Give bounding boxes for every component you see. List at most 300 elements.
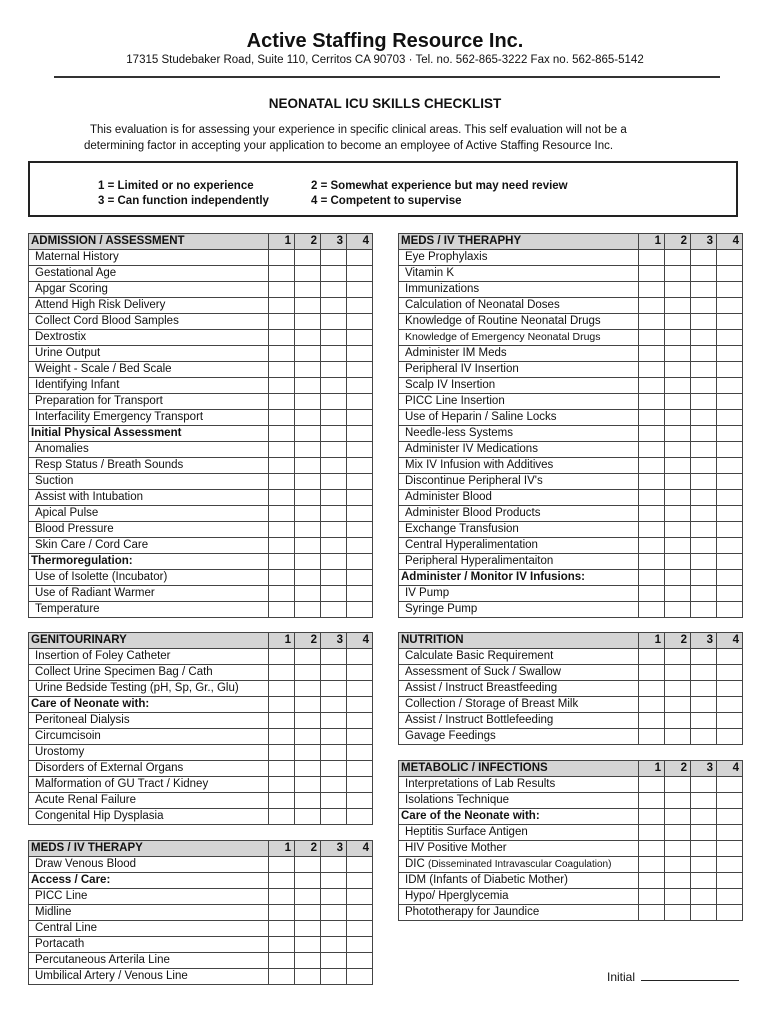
rating-cell-1[interactable] (639, 665, 665, 681)
rating-cell-2[interactable] (665, 314, 691, 330)
rating-cell-3[interactable] (691, 330, 717, 346)
rating-cell-1[interactable] (269, 729, 295, 745)
rating-cell-3[interactable] (691, 298, 717, 314)
rating-cell-4[interactable] (347, 937, 373, 953)
rating-cell-2[interactable] (665, 490, 691, 506)
rating-cell-3[interactable] (691, 729, 717, 745)
rating-cell-1[interactable] (269, 745, 295, 761)
rating-cell-2[interactable] (295, 905, 321, 921)
rating-cell-1[interactable] (639, 410, 665, 426)
rating-cell-4[interactable] (347, 250, 373, 266)
rating-cell-3[interactable] (321, 729, 347, 745)
rating-cell-4[interactable] (347, 314, 373, 330)
rating-cell-4[interactable] (717, 346, 743, 362)
rating-cell-4[interactable] (717, 841, 743, 857)
rating-cell-4[interactable] (347, 378, 373, 394)
rating-cell-2[interactable] (665, 905, 691, 921)
rating-cell-1[interactable] (269, 330, 295, 346)
rating-cell-2[interactable] (295, 250, 321, 266)
rating-cell-2[interactable] (665, 250, 691, 266)
rating-cell-1[interactable] (269, 474, 295, 490)
rating-cell-4[interactable] (347, 410, 373, 426)
rating-cell-4[interactable] (347, 394, 373, 410)
rating-cell-4[interactable] (347, 745, 373, 761)
rating-cell-4[interactable] (347, 474, 373, 490)
rating-cell-3[interactable] (691, 458, 717, 474)
rating-cell-3[interactable] (321, 570, 347, 586)
rating-cell-4[interactable] (717, 777, 743, 793)
rating-cell-3[interactable] (321, 474, 347, 490)
rating-cell-4[interactable] (347, 538, 373, 554)
rating-cell-3[interactable] (691, 665, 717, 681)
rating-cell-1[interactable] (639, 362, 665, 378)
rating-cell-1[interactable] (639, 905, 665, 921)
rating-cell-1[interactable] (269, 522, 295, 538)
rating-cell-2[interactable] (665, 841, 691, 857)
rating-cell-3[interactable] (321, 378, 347, 394)
rating-cell-3[interactable] (691, 713, 717, 729)
rating-cell-4[interactable] (347, 298, 373, 314)
rating-cell-3[interactable] (691, 602, 717, 618)
rating-cell-1[interactable] (269, 442, 295, 458)
rating-cell-2[interactable] (295, 953, 321, 969)
rating-cell-4[interactable] (347, 282, 373, 298)
rating-cell-3[interactable] (321, 330, 347, 346)
rating-cell-1[interactable] (639, 825, 665, 841)
rating-cell-1[interactable] (269, 394, 295, 410)
rating-cell-1[interactable] (269, 298, 295, 314)
rating-cell-3[interactable] (691, 649, 717, 665)
rating-cell-4[interactable] (717, 697, 743, 713)
rating-cell-4[interactable] (347, 649, 373, 665)
rating-cell-4[interactable] (717, 889, 743, 905)
rating-cell-3[interactable] (321, 777, 347, 793)
rating-cell-2[interactable] (665, 298, 691, 314)
rating-cell-4[interactable] (347, 522, 373, 538)
rating-cell-1[interactable] (269, 921, 295, 937)
rating-cell-3[interactable] (321, 314, 347, 330)
rating-cell-4[interactable] (347, 458, 373, 474)
rating-cell-1[interactable] (639, 841, 665, 857)
rating-cell-4[interactable] (717, 474, 743, 490)
rating-cell-3[interactable] (321, 586, 347, 602)
rating-cell-3[interactable] (321, 649, 347, 665)
rating-cell-2[interactable] (665, 522, 691, 538)
rating-cell-3[interactable] (691, 889, 717, 905)
rating-cell-2[interactable] (295, 649, 321, 665)
rating-cell-3[interactable] (321, 506, 347, 522)
rating-cell-1[interactable] (269, 458, 295, 474)
rating-cell-2[interactable] (295, 745, 321, 761)
rating-cell-2[interactable] (295, 314, 321, 330)
rating-cell-2[interactable] (665, 474, 691, 490)
rating-cell-2[interactable] (665, 394, 691, 410)
rating-cell-4[interactable] (347, 905, 373, 921)
rating-cell-4[interactable] (717, 522, 743, 538)
rating-cell-2[interactable] (665, 649, 691, 665)
rating-cell-4[interactable] (717, 681, 743, 697)
rating-cell-2[interactable] (665, 665, 691, 681)
rating-cell-1[interactable] (269, 362, 295, 378)
rating-cell-2[interactable] (295, 282, 321, 298)
rating-cell-2[interactable] (295, 570, 321, 586)
rating-cell-2[interactable] (295, 474, 321, 490)
rating-cell-2[interactable] (295, 410, 321, 426)
rating-cell-1[interactable] (269, 410, 295, 426)
rating-cell-3[interactable] (321, 745, 347, 761)
rating-cell-2[interactable] (295, 793, 321, 809)
rating-cell-1[interactable] (269, 969, 295, 985)
rating-cell-3[interactable] (321, 793, 347, 809)
rating-cell-4[interactable] (717, 378, 743, 394)
rating-cell-3[interactable] (691, 426, 717, 442)
rating-cell-1[interactable] (269, 937, 295, 953)
rating-cell-3[interactable] (321, 953, 347, 969)
rating-cell-2[interactable] (295, 713, 321, 729)
rating-cell-3[interactable] (691, 554, 717, 570)
rating-cell-2[interactable] (295, 761, 321, 777)
rating-cell-4[interactable] (347, 570, 373, 586)
rating-cell-4[interactable] (347, 921, 373, 937)
rating-cell-4[interactable] (347, 681, 373, 697)
rating-cell-1[interactable] (269, 953, 295, 969)
rating-cell-1[interactable] (639, 729, 665, 745)
rating-cell-1[interactable] (269, 346, 295, 362)
rating-cell-4[interactable] (717, 282, 743, 298)
rating-cell-3[interactable] (321, 889, 347, 905)
rating-cell-4[interactable] (717, 857, 743, 873)
rating-cell-3[interactable] (321, 250, 347, 266)
rating-cell-3[interactable] (691, 362, 717, 378)
rating-cell-4[interactable] (717, 793, 743, 809)
rating-cell-2[interactable] (665, 681, 691, 697)
rating-cell-3[interactable] (691, 346, 717, 362)
rating-cell-1[interactable] (269, 857, 295, 873)
rating-cell-4[interactable] (717, 490, 743, 506)
rating-cell-2[interactable] (665, 442, 691, 458)
rating-cell-2[interactable] (295, 298, 321, 314)
rating-cell-4[interactable] (717, 602, 743, 618)
rating-cell-2[interactable] (295, 538, 321, 554)
rating-cell-2[interactable] (665, 426, 691, 442)
rating-cell-4[interactable] (347, 490, 373, 506)
rating-cell-3[interactable] (691, 474, 717, 490)
rating-cell-1[interactable] (639, 506, 665, 522)
rating-cell-2[interactable] (665, 697, 691, 713)
rating-cell-4[interactable] (717, 506, 743, 522)
rating-cell-3[interactable] (321, 266, 347, 282)
rating-cell-4[interactable] (717, 314, 743, 330)
rating-cell-1[interactable] (639, 314, 665, 330)
rating-cell-2[interactable] (295, 266, 321, 282)
rating-cell-1[interactable] (269, 378, 295, 394)
rating-cell-2[interactable] (665, 777, 691, 793)
rating-cell-3[interactable] (691, 841, 717, 857)
rating-cell-3[interactable] (321, 602, 347, 618)
rating-cell-3[interactable] (691, 793, 717, 809)
rating-cell-4[interactable] (347, 809, 373, 825)
rating-cell-4[interactable] (717, 426, 743, 442)
rating-cell-4[interactable] (347, 857, 373, 873)
rating-cell-2[interactable] (295, 937, 321, 953)
rating-cell-2[interactable] (295, 394, 321, 410)
rating-cell-3[interactable] (321, 362, 347, 378)
rating-cell-3[interactable] (321, 761, 347, 777)
rating-cell-1[interactable] (639, 681, 665, 697)
rating-cell-4[interactable] (717, 458, 743, 474)
rating-cell-2[interactable] (295, 522, 321, 538)
rating-cell-2[interactable] (665, 586, 691, 602)
rating-cell-1[interactable] (639, 330, 665, 346)
rating-cell-3[interactable] (321, 681, 347, 697)
rating-cell-1[interactable] (269, 665, 295, 681)
rating-cell-3[interactable] (321, 937, 347, 953)
rating-cell-1[interactable] (639, 282, 665, 298)
rating-cell-1[interactable] (639, 538, 665, 554)
rating-cell-1[interactable] (639, 649, 665, 665)
rating-cell-4[interactable] (717, 362, 743, 378)
rating-cell-3[interactable] (321, 394, 347, 410)
rating-cell-2[interactable] (665, 873, 691, 889)
rating-cell-1[interactable] (269, 761, 295, 777)
rating-cell-3[interactable] (691, 873, 717, 889)
rating-cell-1[interactable] (639, 378, 665, 394)
rating-cell-1[interactable] (269, 314, 295, 330)
rating-cell-2[interactable] (665, 362, 691, 378)
rating-cell-3[interactable] (321, 298, 347, 314)
rating-cell-1[interactable] (269, 777, 295, 793)
rating-cell-2[interactable] (295, 330, 321, 346)
rating-cell-4[interactable] (717, 825, 743, 841)
rating-cell-1 (639, 809, 665, 825)
rating-cell-4[interactable] (717, 410, 743, 426)
rating-cell-1[interactable] (639, 426, 665, 442)
rating-cell-2[interactable] (295, 729, 321, 745)
rating-cell-3[interactable] (691, 266, 717, 282)
rating-cell-2[interactable] (665, 538, 691, 554)
rating-cell-2[interactable] (665, 330, 691, 346)
rating-cell-4[interactable] (717, 905, 743, 921)
rating-cell-3[interactable] (321, 969, 347, 985)
rating-cell-2[interactable] (665, 793, 691, 809)
rating-cell-4[interactable] (717, 713, 743, 729)
rating-cell-2[interactable] (665, 825, 691, 841)
rating-cell-3[interactable] (321, 857, 347, 873)
rating-cell-2[interactable] (295, 809, 321, 825)
rating-cell-3[interactable] (321, 346, 347, 362)
rating-cell-4[interactable] (347, 777, 373, 793)
rating-cell-1[interactable] (269, 889, 295, 905)
rating-cell-3[interactable] (691, 282, 717, 298)
rating-cell-1[interactable] (639, 857, 665, 873)
rating-cell-4[interactable] (347, 362, 373, 378)
rating-cell-4[interactable] (717, 586, 743, 602)
rating-cell-4[interactable] (347, 602, 373, 618)
rating-cell-2[interactable] (665, 282, 691, 298)
rating-cell-3[interactable] (691, 538, 717, 554)
rating-cell-3[interactable] (691, 681, 717, 697)
rating-cell-2[interactable] (295, 602, 321, 618)
rating-cell-4[interactable] (717, 250, 743, 266)
rating-cell-1[interactable] (639, 346, 665, 362)
rating-cell-3[interactable] (321, 921, 347, 937)
rating-cell-2[interactable] (295, 969, 321, 985)
rating-cell-4[interactable] (717, 554, 743, 570)
rating-cell-1[interactable] (639, 889, 665, 905)
rating-cell-3[interactable] (691, 522, 717, 538)
rating-cell-1[interactable] (639, 777, 665, 793)
rating-cell-2[interactable] (665, 602, 691, 618)
rating-cell-3[interactable] (321, 713, 347, 729)
rating-cell-4[interactable] (347, 889, 373, 905)
rating-cell-2[interactable] (665, 506, 691, 522)
rating-cell-2[interactable] (295, 665, 321, 681)
rating-cell-3[interactable] (691, 697, 717, 713)
rating-cell-3[interactable] (691, 490, 717, 506)
rating-cell-1[interactable] (269, 506, 295, 522)
rating-cell-3[interactable] (691, 586, 717, 602)
rating-cell-1[interactable] (269, 282, 295, 298)
rating-cell-3[interactable] (691, 857, 717, 873)
rating-cell-2[interactable] (295, 586, 321, 602)
rating-cell-4[interactable] (347, 442, 373, 458)
rating-cell-3[interactable] (691, 442, 717, 458)
rating-cell-3[interactable] (321, 442, 347, 458)
rating-cell-2[interactable] (295, 378, 321, 394)
rating-cell-3[interactable] (691, 250, 717, 266)
rating-cell-4[interactable] (717, 729, 743, 745)
rating-cell-1[interactable] (269, 538, 295, 554)
rating-cell-4[interactable] (347, 506, 373, 522)
rating-cell-1[interactable] (639, 250, 665, 266)
rating-cell-2[interactable] (665, 346, 691, 362)
rating-cell-1[interactable] (269, 570, 295, 586)
rating-cell-1[interactable] (639, 793, 665, 809)
rating-cell-3[interactable] (691, 506, 717, 522)
rating-cell-2[interactable] (295, 777, 321, 793)
rating-cell-4[interactable] (717, 649, 743, 665)
rating-cell-4[interactable] (717, 873, 743, 889)
rating-cell-2[interactable] (665, 554, 691, 570)
rating-cell-2[interactable] (295, 681, 321, 697)
rating-cell-4[interactable] (347, 266, 373, 282)
rating-cell-1[interactable] (639, 697, 665, 713)
rating-cell-3[interactable] (321, 410, 347, 426)
rating-cell-1[interactable] (269, 250, 295, 266)
rating-cell-1[interactable] (269, 649, 295, 665)
rating-cell-1[interactable] (639, 394, 665, 410)
rating-cell-4[interactable] (347, 346, 373, 362)
rating-cell-3[interactable] (691, 394, 717, 410)
rating-cell-4[interactable] (717, 538, 743, 554)
rating-cell-1[interactable] (269, 809, 295, 825)
rating-cell-2[interactable] (295, 442, 321, 458)
rating-cell-4[interactable] (347, 586, 373, 602)
rating-cell-1[interactable] (269, 793, 295, 809)
rating-cell-2[interactable] (665, 857, 691, 873)
rating-cell-2[interactable] (665, 729, 691, 745)
rating-cell-3[interactable] (691, 410, 717, 426)
rating-cell-2[interactable] (665, 458, 691, 474)
rating-cell-1[interactable] (639, 442, 665, 458)
rating-cell-4[interactable] (347, 761, 373, 777)
rating-cell-1[interactable] (639, 602, 665, 618)
rating-cell-1[interactable] (639, 586, 665, 602)
rating-cell-1[interactable] (269, 490, 295, 506)
rating-cell-3[interactable] (691, 314, 717, 330)
rating-cell-1[interactable] (639, 266, 665, 282)
rating-cell-3[interactable] (321, 538, 347, 554)
rating-cell-2[interactable] (665, 266, 691, 282)
rating-cell-3[interactable] (691, 777, 717, 793)
rating-cell-1[interactable] (269, 586, 295, 602)
rating-cell-3[interactable] (321, 458, 347, 474)
rating-cell-2[interactable] (295, 889, 321, 905)
rating-cell-1[interactable] (639, 474, 665, 490)
rating-cell-3[interactable] (321, 809, 347, 825)
rating-cell-1[interactable] (269, 905, 295, 921)
rating-cell-3[interactable] (321, 522, 347, 538)
rating-cell-2[interactable] (295, 506, 321, 522)
rating-cell-4[interactable] (347, 330, 373, 346)
rating-cell-1[interactable] (639, 713, 665, 729)
rating-cell-1[interactable] (269, 681, 295, 697)
subheading-row (399, 570, 743, 586)
rating-cell-2[interactable] (295, 490, 321, 506)
rating-cell-2[interactable] (295, 346, 321, 362)
rating-cell-1[interactable] (269, 266, 295, 282)
rating-cell-4[interactable] (717, 442, 743, 458)
rating-cell-2[interactable] (665, 889, 691, 905)
rating-cell-1[interactable] (639, 458, 665, 474)
rating-cell-4[interactable] (717, 298, 743, 314)
rating-cell-2[interactable] (665, 378, 691, 394)
rating-cell-3[interactable] (321, 905, 347, 921)
rating-cell-4[interactable] (347, 953, 373, 969)
rating-cell-2[interactable] (295, 857, 321, 873)
rating-cell-3[interactable] (321, 282, 347, 298)
rating-cell-3[interactable] (321, 490, 347, 506)
rating-cell-2[interactable] (295, 921, 321, 937)
rating-cell-1[interactable] (269, 713, 295, 729)
rating-cell-3[interactable] (691, 825, 717, 841)
rating-cell-4[interactable] (347, 793, 373, 809)
rating-cell-4[interactable] (347, 713, 373, 729)
skill-row (29, 921, 373, 937)
rating-cell-1[interactable] (639, 554, 665, 570)
rating-cell-2[interactable] (665, 713, 691, 729)
rating-cell-3[interactable] (321, 665, 347, 681)
rating-cell-1[interactable] (269, 602, 295, 618)
rating-cell-1[interactable] (639, 490, 665, 506)
rating-cell-3[interactable] (691, 905, 717, 921)
rating-cell-4[interactable] (347, 969, 373, 985)
rating-cell-4[interactable] (717, 266, 743, 282)
rating-cell-2[interactable] (295, 458, 321, 474)
rating-cell-2[interactable] (295, 362, 321, 378)
rating-cell-2[interactable] (665, 410, 691, 426)
rating-cell-3[interactable] (691, 378, 717, 394)
rating-cell-1[interactable] (639, 873, 665, 889)
rating-cell-4[interactable] (347, 665, 373, 681)
rating-cell-4[interactable] (347, 729, 373, 745)
rating-cell-4[interactable] (717, 330, 743, 346)
rating-cell-4[interactable] (717, 394, 743, 410)
initial-field[interactable] (641, 969, 739, 981)
rating-cell-1[interactable] (639, 522, 665, 538)
rating-cell-1[interactable] (639, 298, 665, 314)
rating-cell-4[interactable] (717, 665, 743, 681)
